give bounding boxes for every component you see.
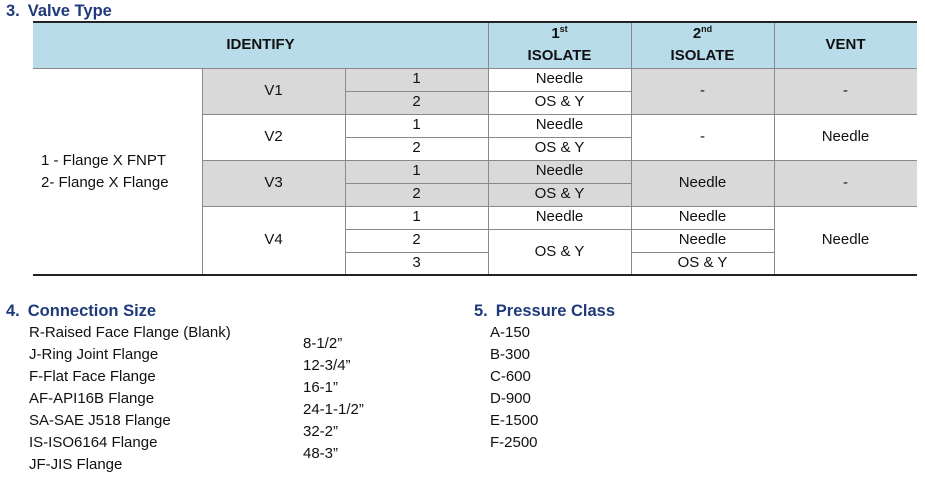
- list-item: D-900: [490, 390, 531, 407]
- table-top-rule: [33, 21, 917, 23]
- section-4-title: [6, 302, 156, 321]
- list-item: F-2500: [490, 434, 538, 451]
- list-item: A-150: [490, 324, 531, 341]
- list-item: 24-1-1/2”: [303, 401, 364, 418]
- group-v3-row-1: 1: [345, 160, 488, 183]
- list-item: R-Raised Face Flange (Blank): [29, 324, 231, 341]
- group-v4-isolate2-2: Needle: [631, 229, 774, 252]
- list-item: 12-3/4”: [303, 357, 351, 374]
- grid-line: [345, 229, 488, 230]
- grid-line: [202, 114, 917, 115]
- section-number: 5.: [474, 302, 488, 320]
- group-v4-row-2: 2: [345, 229, 488, 252]
- group-v4-isolate1-2: OS & Y: [488, 229, 631, 275]
- group-v4-isolate2-3: OS & Y: [631, 252, 774, 275]
- list-item: 48-3”: [303, 445, 339, 462]
- grid-line: [345, 68, 346, 275]
- list-item: IS-ISO6164 Flange: [29, 434, 158, 451]
- grid-line: [631, 22, 632, 275]
- list-item: J-Ring Joint Flange: [29, 346, 159, 363]
- list-item: AF-API16B Flange: [29, 390, 155, 407]
- list-item: E-1500: [490, 412, 539, 429]
- list-item: 32-2”: [303, 423, 339, 440]
- group-v4-isolate1-1: Needle: [488, 206, 631, 229]
- list-item: 16-1”: [303, 379, 339, 396]
- grid-line: [345, 183, 631, 184]
- grid-line: [202, 68, 203, 275]
- connection-type-list: [29, 322, 231, 476]
- list-item: 8-1/2”: [303, 335, 343, 352]
- section-3-title: [6, 2, 112, 21]
- group-v1-isolate1-2: OS & Y: [488, 91, 631, 114]
- section-number: 4.: [6, 302, 20, 320]
- header-isolate-1: 1st ISOLATE: [488, 22, 631, 68]
- list-item: C-600: [490, 368, 531, 385]
- group-v2-row-2: 2: [345, 137, 488, 160]
- list-item: SA-SAE J518 Flange: [29, 412, 171, 429]
- group-v3-isolate2: Needle: [631, 160, 774, 206]
- grid-line: [488, 229, 774, 230]
- connection-size-list: [303, 333, 364, 465]
- group-v2-vent: Needle: [774, 114, 917, 160]
- group-v2-row-1: 1: [345, 114, 488, 137]
- group-v2-name: V2: [202, 114, 345, 160]
- group-v4-row-3: 3: [345, 252, 488, 275]
- group-v4-row-1: 1: [345, 206, 488, 229]
- valve-type-table: [33, 22, 917, 276]
- group-v1-isolate1-1: Needle: [488, 68, 631, 91]
- list-item: F-Flat Face Flange: [29, 368, 156, 385]
- group-v4-name: V4: [202, 206, 345, 275]
- group-v1-row-1: 1: [345, 68, 488, 91]
- group-v4-vent: Needle: [774, 206, 917, 275]
- header-vent: VENT: [774, 22, 917, 68]
- side-label: 1 - Flange X FNPT 2- Flange X Flange: [33, 68, 202, 276]
- table-bottom-rule: [33, 274, 917, 276]
- section-title-text: Valve Type: [27, 2, 112, 20]
- grid-line: [345, 252, 488, 253]
- section-5-title: [474, 302, 615, 321]
- grid-line: [488, 22, 489, 275]
- grid-line: [345, 91, 631, 92]
- group-v1-vent: -: [774, 68, 917, 114]
- header-isolate-2: 2nd ISOLATE: [631, 22, 774, 68]
- group-v1-isolate2: -: [631, 68, 774, 114]
- grid-line: [202, 160, 917, 161]
- header-identify: IDENTIFY: [33, 22, 488, 68]
- group-v1-name: V1: [202, 68, 345, 114]
- group-v3-isolate1-2: OS & Y: [488, 183, 631, 206]
- section-number: 3.: [6, 2, 20, 20]
- section-title-text: Connection Size: [27, 302, 157, 320]
- grid-line: [774, 22, 775, 275]
- group-v3-name: V3: [202, 160, 345, 206]
- list-item: B-300: [490, 346, 531, 363]
- group-v2-isolate1-1: Needle: [488, 114, 631, 137]
- group-v1-row-2: 2: [345, 91, 488, 114]
- pressure-class-list: [490, 322, 538, 454]
- group-v4-isolate2-1: Needle: [631, 206, 774, 229]
- list-item: JF-JIS Flange: [29, 456, 123, 473]
- group-v2-isolate1-2: OS & Y: [488, 137, 631, 160]
- group-v3-vent: -: [774, 160, 917, 206]
- section-title-text: Pressure Class: [495, 302, 616, 320]
- grid-line: [33, 68, 917, 69]
- grid-line: [345, 137, 631, 138]
- group-v3-isolate1-1: Needle: [488, 160, 631, 183]
- grid-line: [202, 206, 917, 207]
- grid-line: [631, 252, 774, 253]
- group-v2-isolate2: -: [631, 114, 774, 160]
- group-v3-row-2: 2: [345, 183, 488, 206]
